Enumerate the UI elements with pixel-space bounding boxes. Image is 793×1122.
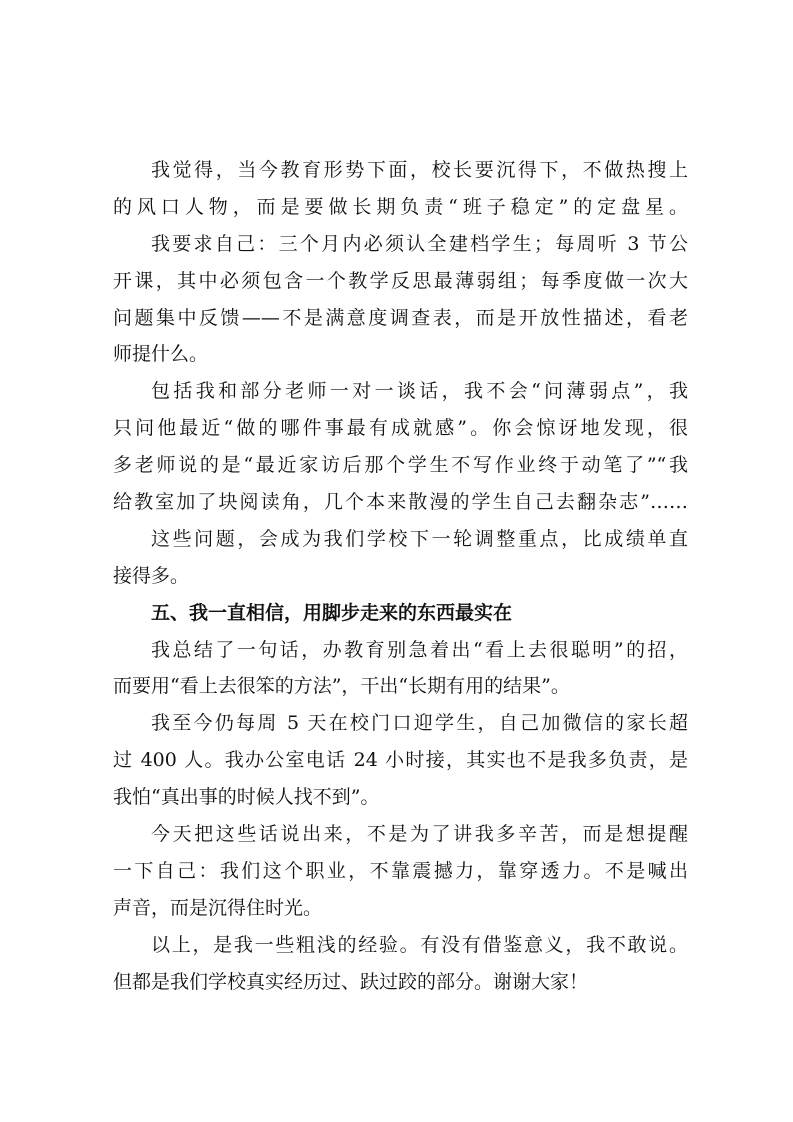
text-line: 我总结了一句话，办教育别急着出“看上去很聪明”的招， [151,638,688,661]
text-line: 包括我和部分老师一对一谈话，我不会“问薄弱点”，我 [151,380,688,403]
paragraph [113,705,688,816]
paragraph [113,521,688,595]
text-line: 这些问题，会成为我们学校下一轮调整重点，比成绩单直 [151,527,688,550]
section-heading [113,595,688,632]
text-line: 师提什么。 [113,343,209,366]
text-line: 一下自己：我们这个职业，不靠震撼力，靠穿透力。不是喊出 [113,859,688,882]
text-line: 开课，其中必须包含一个教学反思最薄弱组；每季度做一次大 [113,269,688,292]
paragraph [113,816,688,927]
paragraph [113,632,688,706]
text-line: 多老师说的是“最近家访后那个学生不写作业终于动笔了”“我 [113,454,688,477]
document-page [113,152,688,1000]
text-line: 我怕“真出事的时候人找不到”。 [113,786,380,809]
paragraph [113,226,688,374]
text-line: 我要求自己：三个月内必须认全建档学生；每周听 3 节公 [151,232,688,255]
text-line: 声音，而是沉得住时光。 [113,896,323,919]
text-line: 而要用“看上去很笨的方法”，干出“长期有用的结果”。 [113,675,570,698]
text-line: 接得多。 [113,564,190,587]
text-line: 只问他最近“做的哪件事最有成就感”。你会惊讶地发现，很 [113,417,688,440]
text-line: 我觉得，当今教育形势下面，校长要沉得下，不做热搜上 [151,159,688,181]
text-line: 我至今仍每周 5 天在校门口迎学生，自己加微信的家长超 [151,712,688,735]
text-line: 今天把这些话说出来，不是为了讲我多辛苦，而是想提醒 [151,823,688,846]
paragraph [113,373,688,521]
paragraph [113,927,688,1001]
section-heading-text: 五、我一直相信，用脚步走来的东西最实在 [151,601,513,624]
text-line: 给教室加了块阅读角，几个本来散漫的学生自己去翻杂志”…… [113,491,688,514]
text-line: 但都是我们学校真实经历过、趺过跤的部分。谢谢大家！ [113,970,589,993]
text-line: 过 400 人。我办公室电话 24 小时接，其实也不是我多负责，是 [113,749,688,772]
paragraph [113,152,688,226]
text-line: 问题集中反馈——不是满意度调查表，而是开放性描述，看老 [113,306,688,329]
text-line: 以上，是我一些粗浅的经验。有没有借鉴意义，我不敢说。 [151,933,688,956]
text-line: 的风口人物，而是要做长期负责“班子稳定”的定盘星。 [113,195,688,218]
